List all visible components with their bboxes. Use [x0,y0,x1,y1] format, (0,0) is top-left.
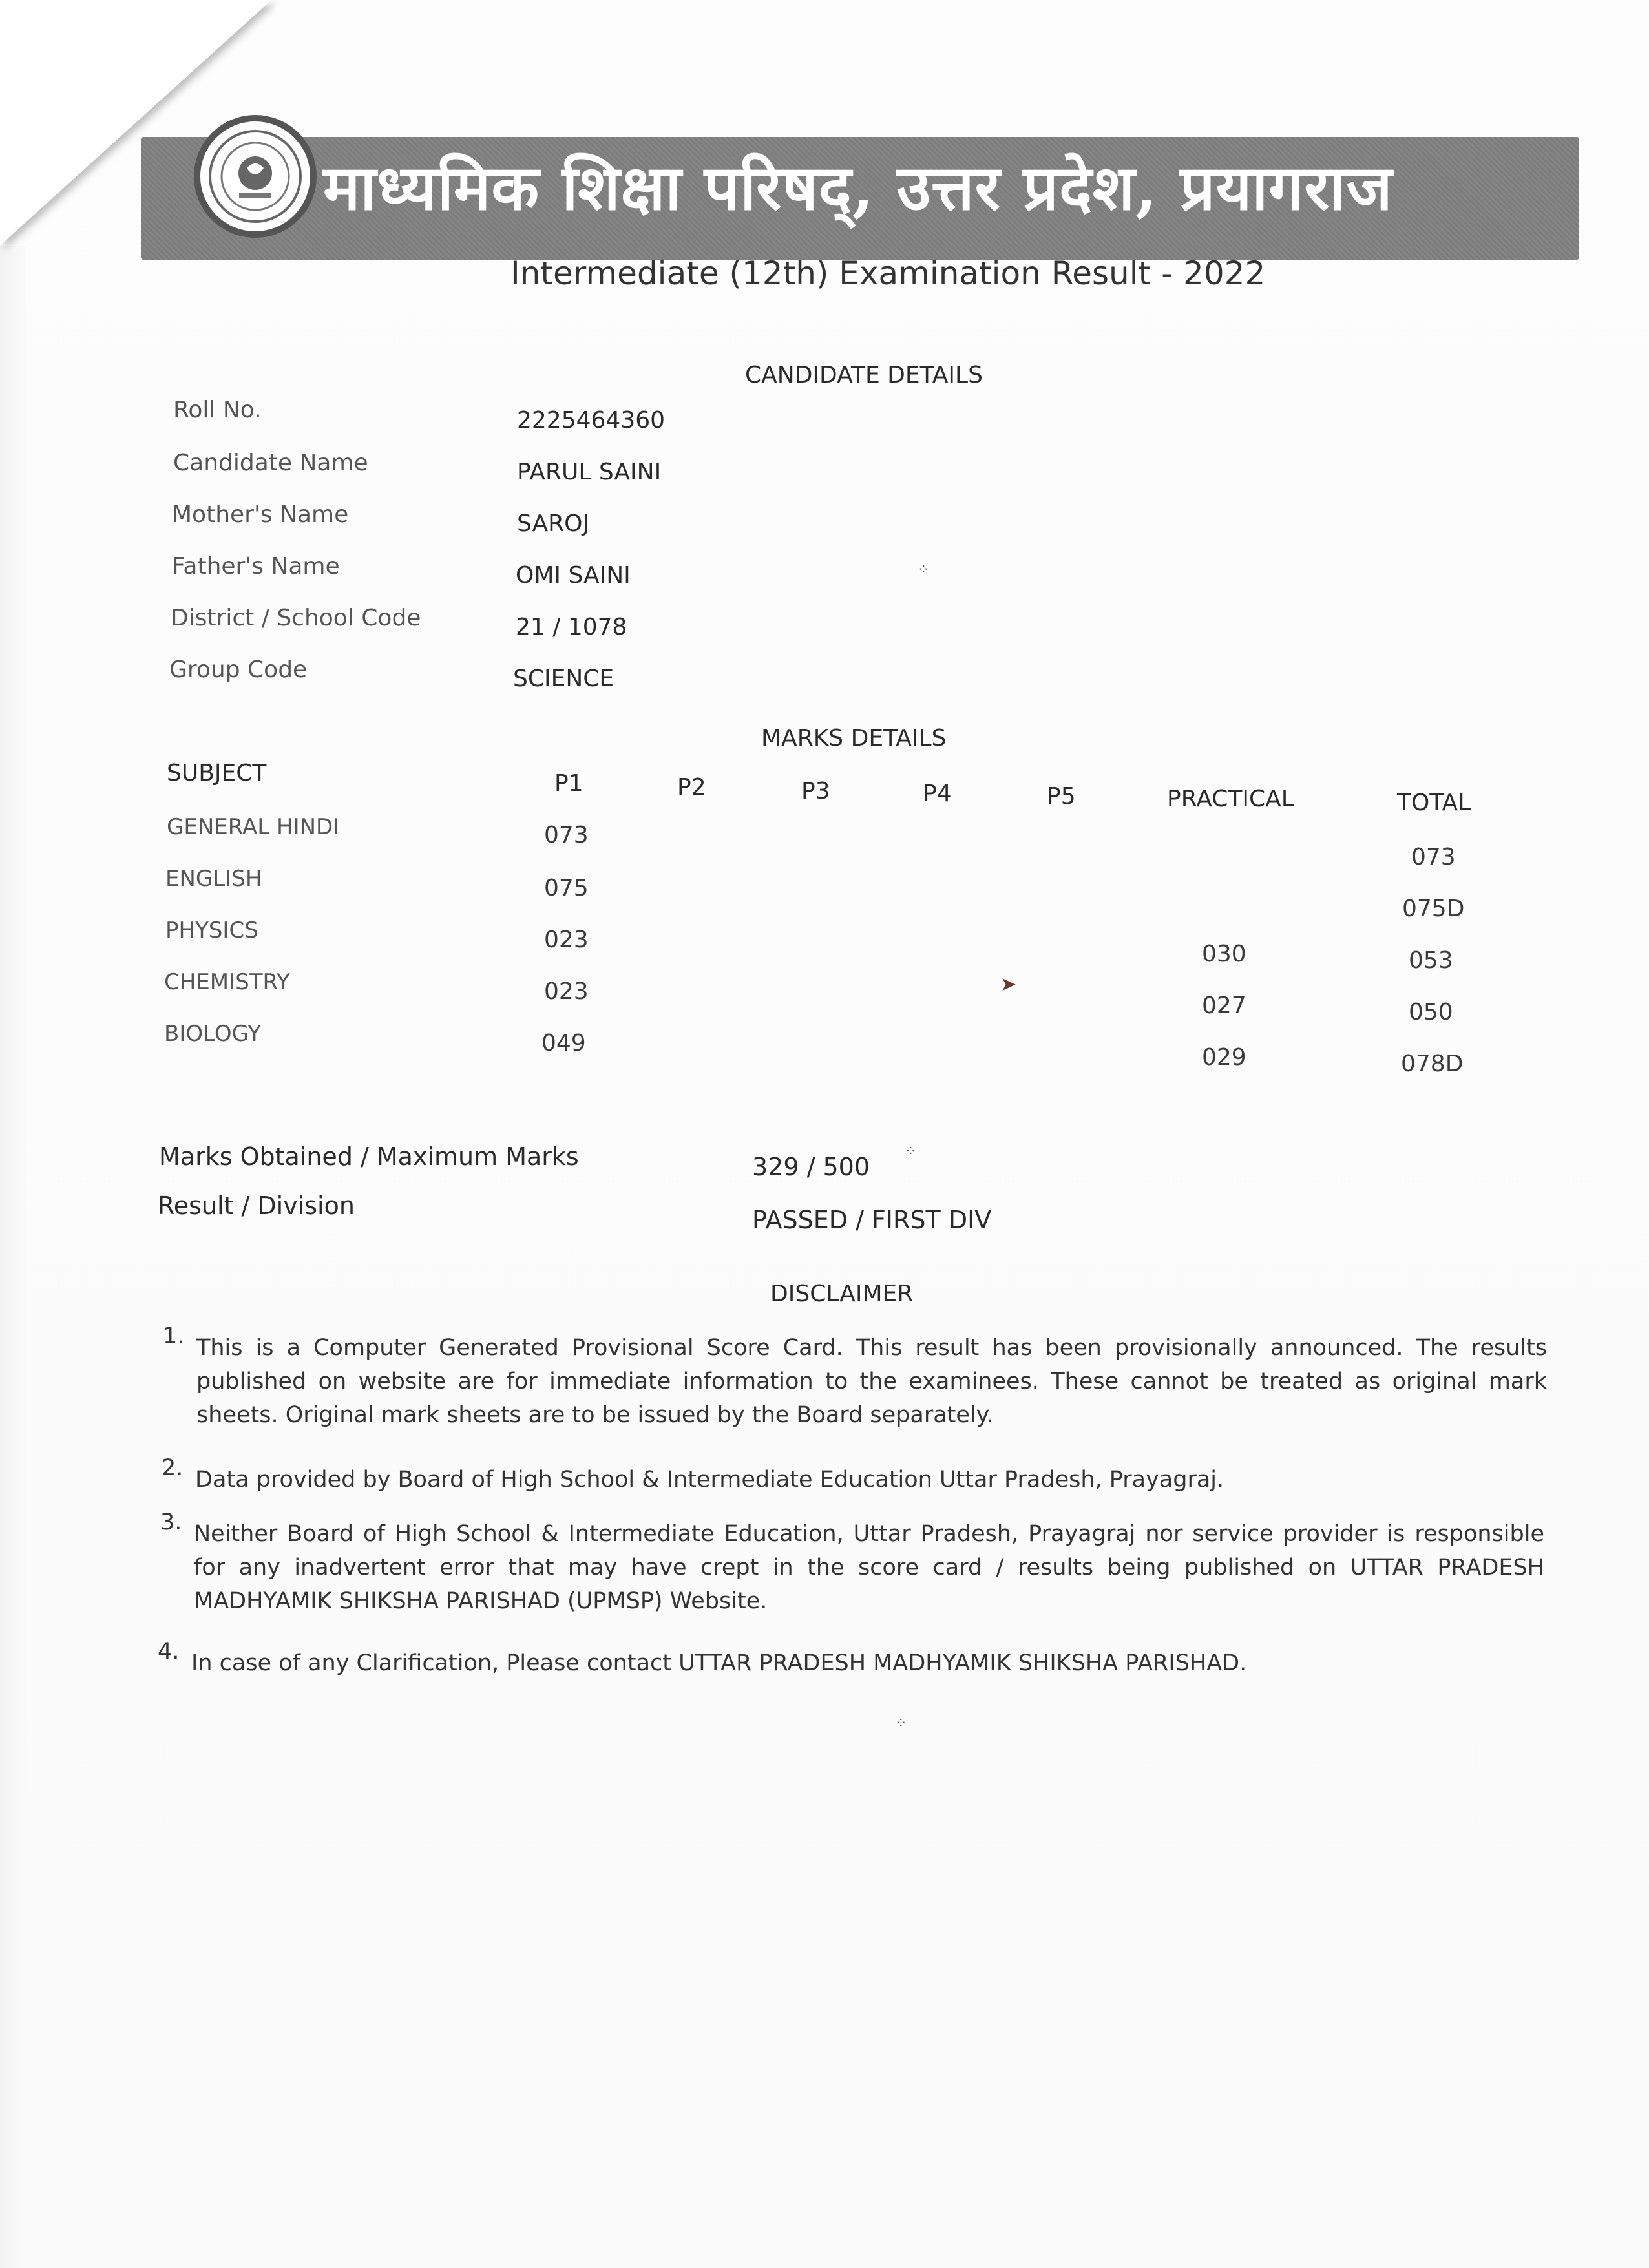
father-name-value: OMI SAINI [516,562,631,589]
scan-speck: ⁘ [905,1144,917,1160]
disclaimer-item: In case of any Clarification, Please contact UTTAR PRADESH MADHYAMIK SHIKSHA PARISHAD. [191,1650,1247,1676]
col-p3-header: P3 [801,778,830,804]
col-p2-header: P2 [677,774,706,801]
table-row-subject: PHYSICS [165,918,258,943]
group-code-value: SCIENCE [513,666,614,692]
table-row-total: 078D [1401,1051,1464,1077]
table-row-subject: CHEMISTRY [164,969,290,995]
table-row-total: 050 [1409,999,1453,1025]
district-school-code-label: District / School Code [171,605,421,631]
disclaimer-item-number: 2. [162,1455,184,1481]
col-p4-header: P4 [923,781,952,807]
col-p1-header: P1 [554,770,583,797]
mother-name-label: Mother's Name [172,501,349,528]
roll-no-value: 2225464360 [517,407,666,434]
disclaimer-item: This is a Computer Generated Provisional Score Card. This result has been provisionally announced. The results published on website are for immediate information to the examinees. These cannot be treated as original mark sheets. Original mark sheets are to be issued by the Board separately. [196,1335,1547,1428]
candidate-name-label: Candidate Name [173,450,368,476]
col-total-header: TOTAL [1397,790,1471,816]
table-row-total: 075D [1402,896,1465,922]
disclaimer-item: Neither Board of High School & Intermediate Education, Uttar Pradesh, Prayagraj nor service provider is responsible for any inadvertent error that may have crept in the score card / results being published on UTTAR PRADESH MADHYAMIK SHIKSHA PARISHAD (UPMSP) Website. [194,1521,1544,1614]
disclaimer-item-number: 1. [163,1323,185,1349]
disclaimer-heading: DISCLAIMER [770,1281,914,1307]
table-row-p1: 049 [541,1030,586,1056]
table-row-p1: 023 [544,927,589,953]
table-row-practical: 027 [1202,992,1246,1019]
marks-obtained-label: Marks Obtained / Maximum Marks [159,1142,579,1171]
disclaimer-item-number: 3. [160,1509,182,1535]
col-subject-header: SUBJECT [167,760,267,786]
roll-no-label: Roll No. [173,397,262,423]
table-row-p1: 023 [544,978,589,1005]
scan-speck: ⁘ [918,562,930,578]
scan-speck: ➤ [1000,973,1017,996]
table-row-total: 053 [1409,947,1453,974]
scan-speck: ⁘ [895,1716,907,1732]
marks-obtained-value: 329 / 500 [752,1153,870,1181]
result-division-label: Result / Division [158,1192,355,1220]
table-row-subject: ENGLISH [165,866,262,892]
table-row-subject: GENERAL HINDI [167,814,340,840]
table-row-practical: 029 [1202,1044,1246,1071]
mother-name-value: SAROJ [517,510,590,537]
disclaimer-item-number: 4. [158,1639,180,1664]
table-row-subject: BIOLOGY [164,1021,262,1047]
group-code-label: Group Code [169,656,308,683]
exam-title: Intermediate (12th) Examination Result - 2022 [510,255,1266,292]
table-row-p1: 073 [544,822,589,848]
board-logo-icon [194,115,317,238]
board-name-hindi: माध्यमिक शिक्षा परिषद्, उत्तर प्रदेश, प्रयागराज [323,151,1393,224]
candidate-name-value: PARUL SAINI [517,459,662,485]
table-row-p1: 075 [544,875,589,901]
marks-details-heading: MARKS DETAILS [761,725,947,751]
district-school-code-value: 21 / 1078 [516,614,627,640]
table-row-total: 073 [1411,844,1456,870]
disclaimer-item: Data provided by Board of High School & Intermediate Education Uttar Pradesh, Prayagraj. [195,1467,1224,1493]
result-division-value: PASSED / FIRST DIV [752,1206,992,1234]
table-row-practical: 030 [1202,941,1246,967]
page-left-edge [0,246,26,2268]
father-name-label: Father's Name [172,553,340,580]
col-practical-header: PRACTICAL [1167,786,1294,812]
col-p5-header: P5 [1047,783,1076,810]
candidate-details-heading: CANDIDATE DETAILS [745,362,983,388]
